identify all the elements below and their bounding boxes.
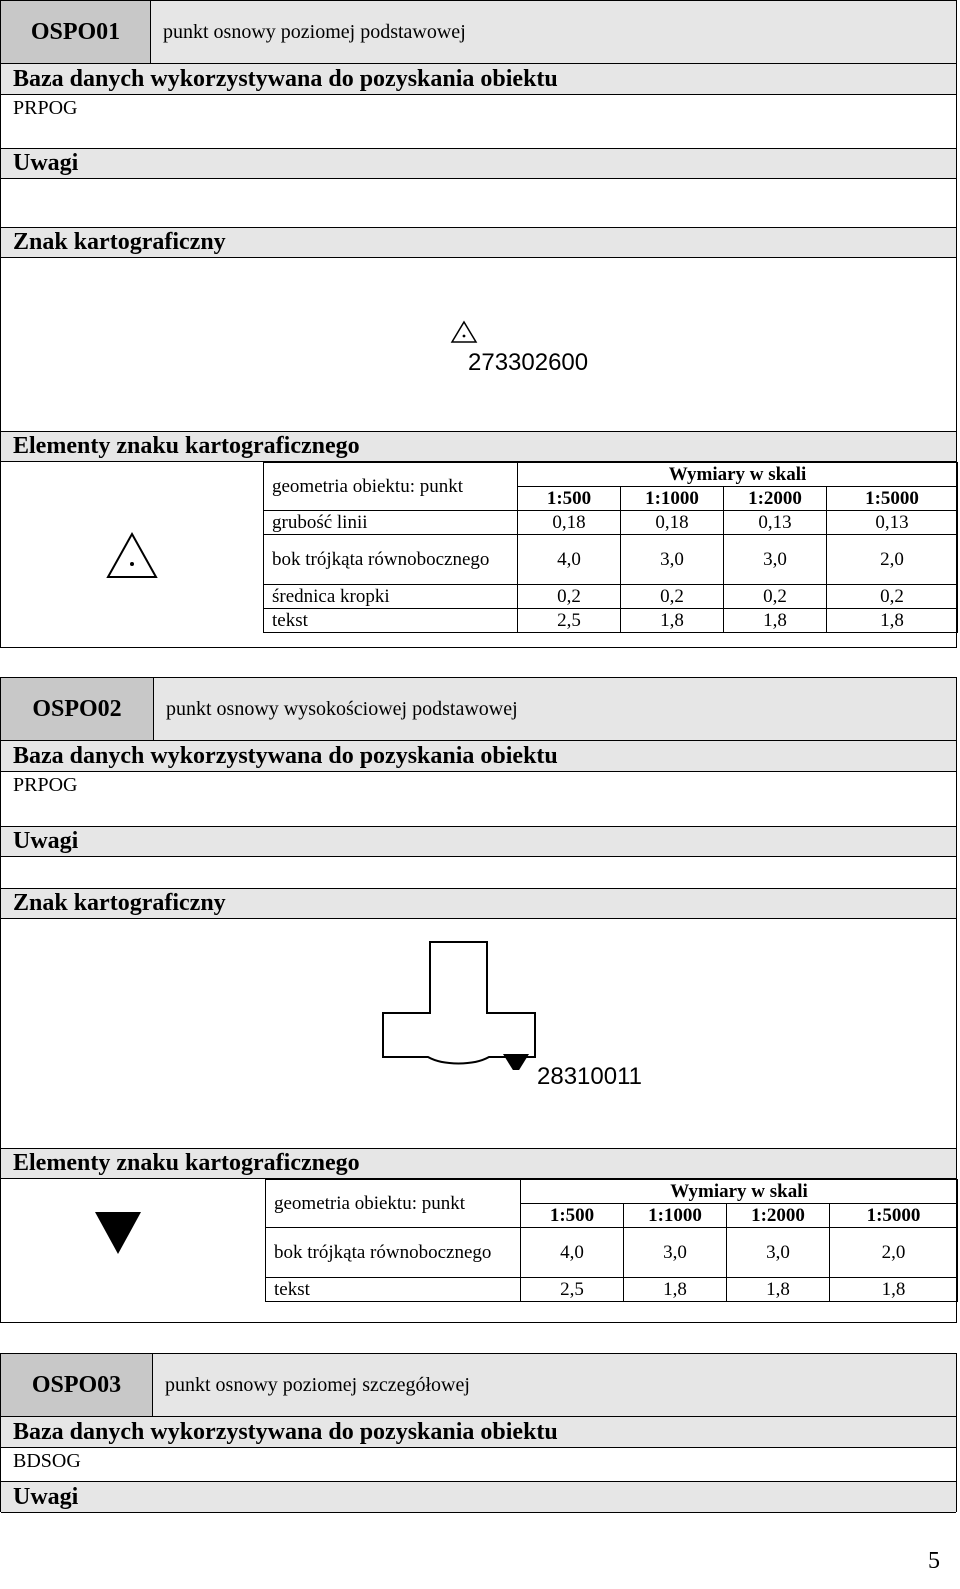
row-label: bok trójkąta równobocznego — [266, 1228, 521, 1278]
db-label: Baza danych wykorzystywana do pozyskania obiektu — [1, 741, 956, 772]
filled-triangle-down-icon — [93, 1210, 143, 1256]
object-name: punkt osnowy poziomej podstawowej — [151, 1, 956, 63]
object-code: OSPO02 — [1, 678, 154, 740]
row-value: 2,5 — [521, 1278, 624, 1302]
page-number: 5 — [928, 1548, 940, 1574]
scale-header: 1:5000 — [827, 487, 958, 511]
row-label: bok trójkąta równobocznego — [264, 535, 518, 585]
db-value: PRPOG — [13, 774, 78, 796]
row-value: 1,8 — [827, 609, 958, 633]
row-value: 1,8 — [624, 1278, 727, 1302]
db-value: PRPOG — [13, 97, 78, 119]
row-value: 1,8 — [727, 1278, 830, 1302]
scale-header: 1:5000 — [830, 1204, 958, 1228]
benchmark-symbol-icon — [381, 940, 541, 1070]
row-value: 1,8 — [830, 1278, 958, 1302]
sign-code: 273302600 — [468, 349, 589, 376]
row-value: 3,0 — [727, 1228, 830, 1278]
row-label: tekst — [264, 609, 518, 633]
table-row — [264, 511, 958, 535]
table-row — [264, 609, 958, 633]
row-value: 0,2 — [724, 585, 827, 609]
card-ospo03 — [0, 1353, 957, 1512]
row-value: 0,13 — [724, 511, 827, 535]
row-value: 0,13 — [827, 511, 958, 535]
row-value: 3,0 — [624, 1228, 727, 1278]
row-value: 4,0 — [521, 1228, 624, 1278]
sign-code: 28310011 — [537, 1063, 642, 1090]
row-value: 3,0 — [621, 535, 724, 585]
triangle-dot-large-icon — [105, 531, 159, 581]
row-value: 2,0 — [830, 1228, 958, 1278]
row-value: 4,0 — [518, 535, 621, 585]
scale-header: 1:2000 — [724, 487, 827, 511]
row-value: 3,0 — [724, 535, 827, 585]
card-header — [1, 678, 956, 741]
triangle-dot-icon — [450, 320, 478, 344]
row-label: grubość linii — [264, 511, 518, 535]
db-value: BDSOG — [13, 1450, 81, 1472]
row-value: 0,2 — [827, 585, 958, 609]
scales-header: Wymiary w skali — [521, 1180, 958, 1204]
row-value: 0,18 — [621, 511, 724, 535]
elements-label: Elementy znaku kartograficznego — [1, 431, 956, 462]
row-value: 0,2 — [518, 585, 621, 609]
card-ospo01 — [0, 0, 957, 648]
object-name: punkt osnowy poziomej szczegółowej — [153, 1354, 956, 1416]
row-value: 2,0 — [827, 535, 958, 585]
scale-header: 1:2000 — [727, 1204, 830, 1228]
notes-label: Uwagi — [1, 148, 956, 179]
row-label: średnica kropki — [264, 585, 518, 609]
object-code: OSPO03 — [1, 1354, 153, 1416]
row-value: 0,2 — [621, 585, 724, 609]
notes-label: Uwagi — [1, 826, 956, 857]
row-label: tekst — [266, 1278, 521, 1302]
sign-label: Znak kartograficzny — [1, 227, 956, 258]
scale-header: 1:500 — [518, 487, 621, 511]
row-value: 2,5 — [518, 609, 621, 633]
table-row — [266, 1228, 958, 1278]
geometry-cell: geometria obiektu: punkt — [266, 1180, 521, 1228]
scale-header: 1:1000 — [624, 1204, 727, 1228]
scale-header: 1:500 — [521, 1204, 624, 1228]
db-label: Baza danych wykorzystywana do pozyskania obiektu — [1, 1417, 956, 1448]
sign-label: Znak kartograficzny — [1, 888, 956, 919]
object-name: punkt osnowy wysokościowej podstawowej — [154, 678, 956, 740]
db-label: Baza danych wykorzystywana do pozyskania obiektu — [1, 64, 956, 95]
row-value: 1,8 — [621, 609, 724, 633]
elements-label: Elementy znaku kartograficznego — [1, 1148, 956, 1179]
card-ospo02 — [0, 677, 957, 1323]
object-code: OSPO01 — [1, 1, 151, 63]
card-header — [1, 1354, 956, 1417]
table-row — [264, 535, 958, 585]
geometry-cell: geometria obiektu: punkt — [264, 463, 518, 511]
table-row — [264, 585, 958, 609]
dimensions-table — [263, 462, 958, 633]
dimensions-table — [265, 1179, 958, 1302]
notes-label: Uwagi — [1, 1481, 956, 1513]
row-value: 0,18 — [518, 511, 621, 535]
card-header — [1, 1, 956, 64]
table-row — [266, 1278, 958, 1302]
scales-header: Wymiary w skali — [518, 463, 958, 487]
row-value: 1,8 — [724, 609, 827, 633]
scale-header: 1:1000 — [621, 487, 724, 511]
